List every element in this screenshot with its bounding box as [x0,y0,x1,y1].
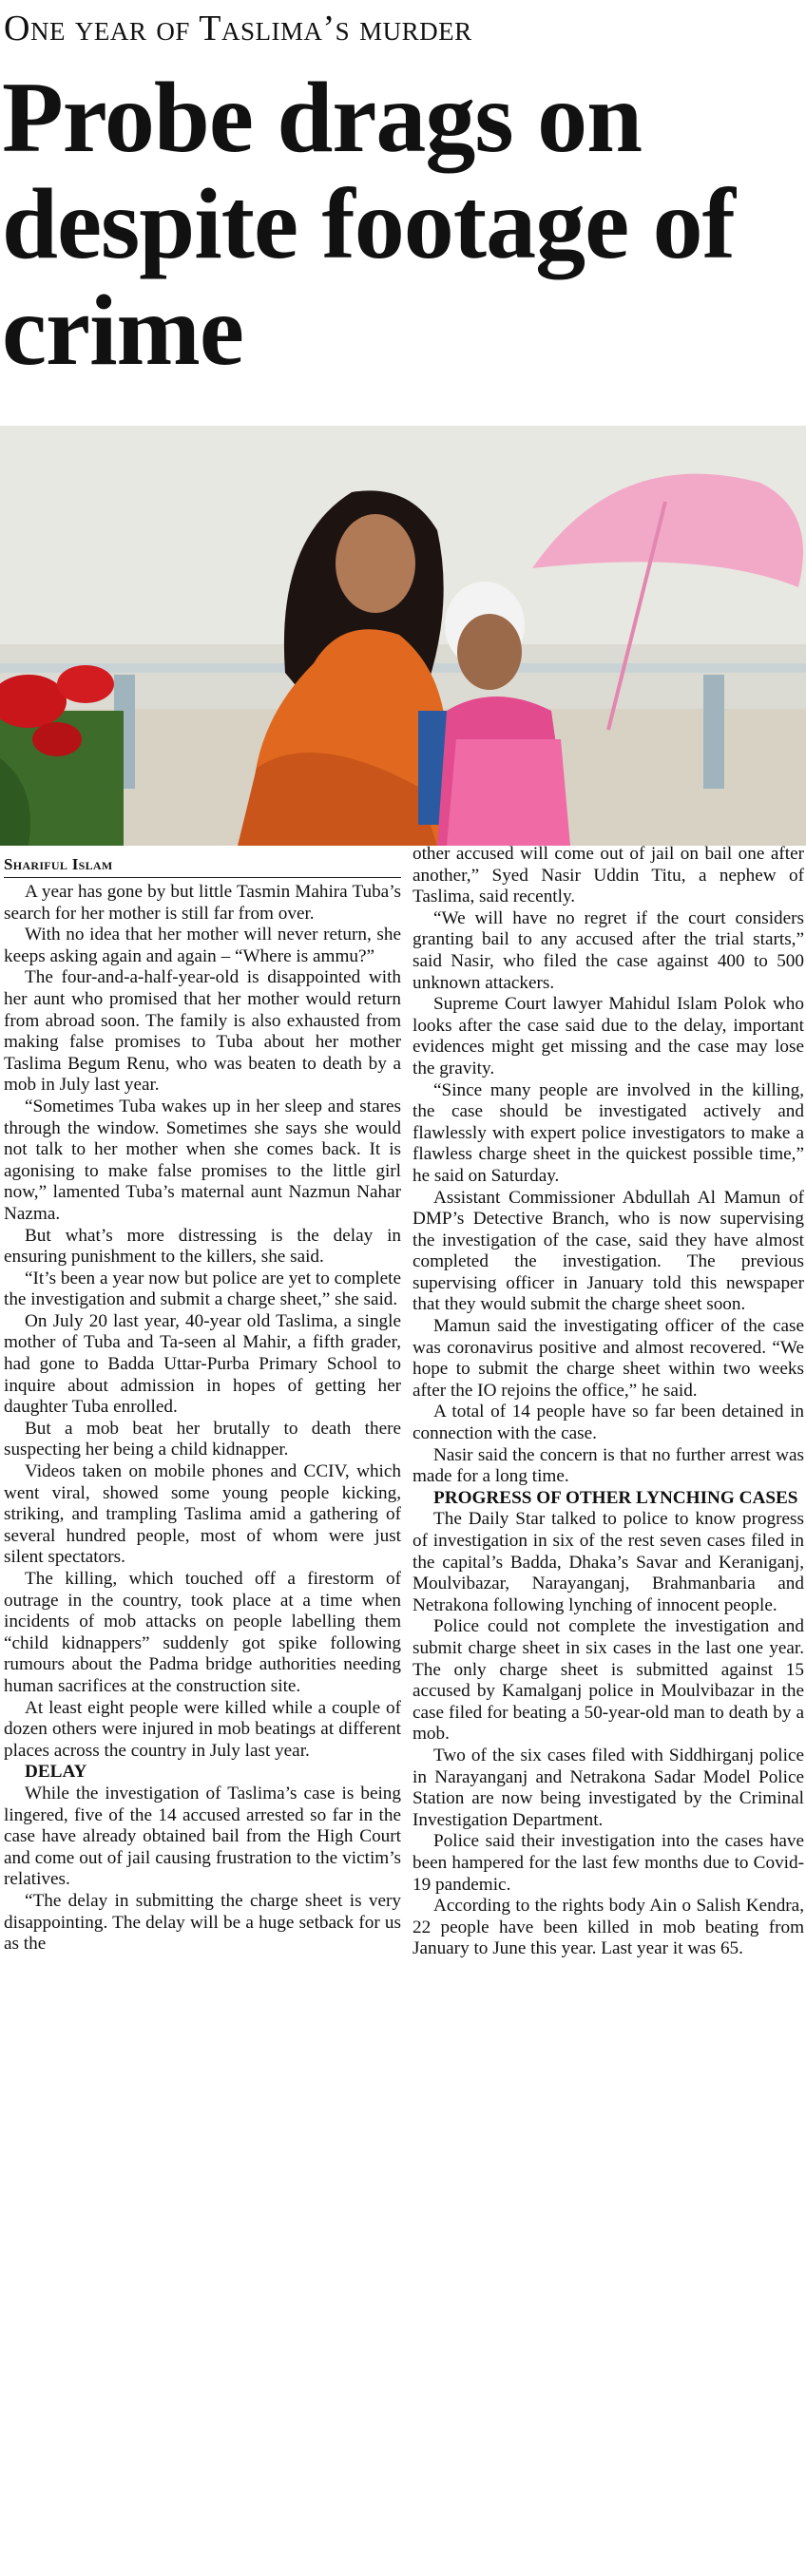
article-paragraph: The four-and-a-half-year-old is disappointed with her aunt who promised that her mother would return from abroad soon. The family is also exhausted from making false promises to Tuba about her mother Taslima Begum Renu, who was beaten to death by a mob in July last year. [4,967,401,1096]
article-paragraph: Assistant Commissioner Abdullah Al Mamun of DMP’s Detective Branch, who is now supervising the investigation of the case, said they have almost completed the investigation. The previous supervising officer in January told this newspaper that they would submit the charge sheet soon. [413,1187,804,1315]
article-paragraph: Nasir said the concern is that no further arrest was made for a long time. [413,1444,804,1487]
article-paragraph: Police said their investigation into the cases have been hampered for the last few months due to Covid-19 pandemic. [413,1831,804,1895]
article-headline: Probe drags on despite footage of crime [2,62,735,386]
article-column-right [413,844,804,2575]
article-paragraph: Police could not complete the investigation and submit charge sheet in six cases in the last one year. The only charge sheet is submitted against 15 accused by Kamalganj police in Moulvibazar in the case filed for beating a 50-year-old man to death by a mob. [413,1616,804,1745]
article-paragraph: “The delay in submitting the charge sheet is very disappointing. The delay will be a huge setback for us as the [4,1890,401,1955]
article-paragraph: The Daily Star talked to police to know progress of investigation in six of the rest seven cases filed in the capital’s Badda, Dhaka’s Savar and Keraniganj, Moulvibazar, Narayanganj, Brahmanbaria and Netrakona following lynching of innocent people. [413,1509,804,1615]
article-paragraph: “Since many people are involved in the killing, the case should be investigated actively and flawlessly with expert police investigators to make a flawless charge sheet in the quickest possible time,” he said on Saturday. [413,1079,804,1186]
article-paragraph: Videos taken on mobile phones and CCIV, which went viral, showed some young people kicking, striking, and trampling Taslima amid a gathering of several hundred people, most of whom were just silent spectators. [4,1461,401,1568]
article-paragraph: Mamun said the investigating officer of the case was coronavirus positive and almost recovered. “We hope to submit the charge sheet within two weeks after the IO rejoins the office,” he said. [413,1316,804,1401]
article-paragraph: But what’s more distressing is the delay in ensuring punishment to the killers, she said. [4,1225,401,1268]
article-paragraph: Supreme Court lawyer Mahidul Islam Polok who looks after the case said due to the delay, important evidences might get missing and the case may lose the gravity. [413,994,804,1078]
article-paragraph: other accused will come out of jail on bail one after another,” Syed Nasir Uddin Titu, a nephew of Taslima, said recently. [413,844,804,907]
article-paragraph: The killing, which touched off a firestorm of outrage in the country, took place at a time when incidents of mob attacks on people labelling them “child kidnappers” suddenly got spike following rumours about the Padma bridge authorities needing human sacrifices at the construction site. [4,1569,401,1696]
article-paragraph: According to the rights body Ain o Salish Kendra, 22 people have been killed in mob beating from January to June this year. Last year it was 65. [413,1896,804,1959]
article-paragraph: “It’s been a year now but police are yet to complete the investigation and submit a charge sheet,” she said. [4,1268,401,1310]
article-column-left [4,882,401,2573]
article-paragraph: With no idea that her mother will never return, she keeps asking again and again – “Where is ammu?” [4,925,401,966]
article-paragraph: “We will have no regret if the court considers granting bail to any accused after the trial starts,” said Nasir, who filed the case against 400 to 500 unknown attackers. [413,907,804,993]
section-subheading: PROGRESS OF OTHER LYNCHING CASES [433,1487,798,1508]
byline-divider [4,877,401,878]
article-paragraph: A total of 14 people have so far been detained in connection with the case. [413,1402,804,1444]
article-kicker: One year of Taslima’s murder [4,9,472,48]
section-subheading: DELAY [25,1762,87,1783]
article-byline: Shariful Islam [4,855,113,873]
article-paragraph: On July 20 last year, 40-year old Taslima, a single mother of Tuba and Ta-seen al Mahir, a fifth grader, had gone to Badda Uttar-Purba Primary School to inquire about admission in hopes of getting her daughter Tuba enrolled. [4,1310,401,1418]
article-paragraph: Two of the six cases filed with Siddhirganj police in Narayanganj and Netrakona Sadar Model Police Station are now being investigated by the Criminal Investigation Department. [413,1745,804,1830]
article-paragraph: At least eight people were killed while a couple of dozen others were injured in mob beatings at different places across the country in July last year. [4,1697,401,1761]
article-paragraph: While the investigation of Taslima’s case is being lingered, five of the 14 accused arrested so far in the case have already obtained bail from the High Court and come out of jail causing frustration to the victim’s relatives. [4,1783,401,1890]
article-paragraph: A year has gone by but little Tasmin Mahira Tuba’s search for her mother is still far from over. [4,882,401,924]
article-paragraph: But a mob beat her brutally to death there suspecting her being a child kidnapper. [4,1418,401,1460]
article-paragraph: “Sometimes Tuba wakes up in her sleep and stares through the window. Sometimes she says she would not talk to her mother when she comes back. It is agonising to make false promises to the little girl now,” lamented Tuba’s maternal aunt Nazmun Nahar Nazma. [4,1096,401,1224]
article-photo [0,426,806,846]
